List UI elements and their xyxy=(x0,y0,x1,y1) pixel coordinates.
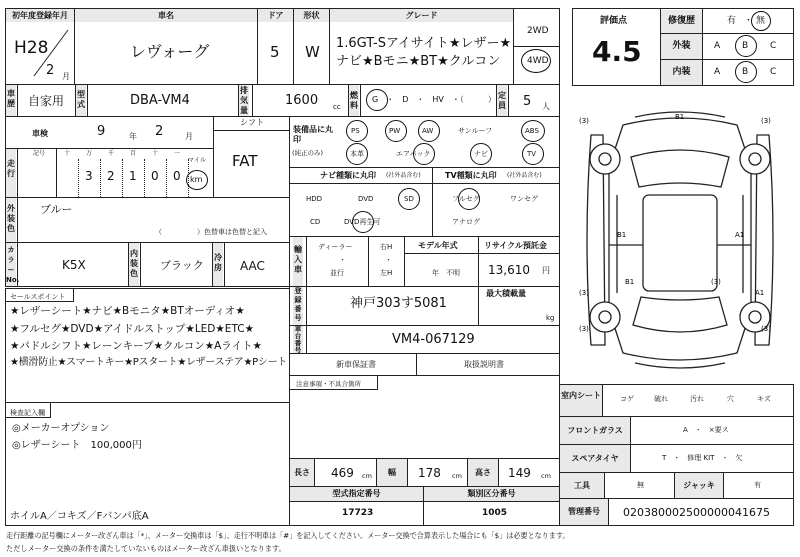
chassis-value: VM4-067129 xyxy=(392,332,475,347)
fuel-label: 燃料 xyxy=(349,85,359,116)
interior-grade-b: B xyxy=(742,67,749,77)
type-value: DBA-VM4 xyxy=(130,93,190,108)
mileage-km: km xyxy=(190,175,203,184)
color-code-line xyxy=(17,243,18,286)
diagram-mark: (3) xyxy=(579,325,589,333)
width-value: 178 xyxy=(418,466,441,480)
import-label: 輸入車 xyxy=(293,237,303,286)
notes-label-line xyxy=(290,389,378,390)
documents-row xyxy=(289,353,560,376)
seat-item-1: コゲ xyxy=(620,395,634,403)
navi-title-line xyxy=(290,183,432,184)
sales-point-1: ★レザーシート★ナビ★Bモニタ★BTオーディオ★ xyxy=(10,305,245,317)
equip-tv: TV xyxy=(527,150,537,158)
footer-line-2: ただしメーター交換の条件を満たしていないものはメーター改ざん車扱いとなります。 xyxy=(6,544,286,553)
model-year-label: モデル年式 xyxy=(418,241,458,250)
grade-line-1: 1.6GT-Sアイサイト★レザー★ xyxy=(336,36,512,51)
tools-label: 工具 xyxy=(560,473,604,498)
glass-value: A ・ ×要ス xyxy=(683,426,729,434)
tv-analog: アナログ xyxy=(452,218,480,226)
first-registration-month-unit: 月 xyxy=(62,72,70,81)
spare-line xyxy=(630,445,631,472)
mgmt-line xyxy=(608,499,609,525)
type-cert-label: 型式指定番号 xyxy=(290,487,423,501)
type-cert-value: 17723 xyxy=(342,508,374,518)
displacement-unit: cc xyxy=(333,103,341,111)
recycle-label: リサイクル預託金 xyxy=(484,241,547,250)
recycle-value: 13,610 xyxy=(488,263,530,277)
import-left-h: 左H xyxy=(380,269,393,277)
spare-value: T ・ 修理 KIT ・ 欠 xyxy=(662,454,743,462)
class-label: 類別区分番号 xyxy=(424,487,559,501)
documents-line xyxy=(416,354,417,375)
row2-line-e xyxy=(252,85,253,116)
import-line-c xyxy=(404,237,405,286)
door-label: ドア xyxy=(258,9,293,22)
mileage-col-line xyxy=(166,159,167,197)
mileage-digit: 3 xyxy=(85,169,93,183)
navi-hdd: HDD xyxy=(306,195,323,203)
inspector-label: 検査記入欄 xyxy=(10,409,45,417)
interior-grade-a: A xyxy=(714,67,721,77)
row2-line-g xyxy=(360,85,361,116)
seat-item-5: キズ xyxy=(757,395,771,403)
equipment-label: 装備品に丸印 xyxy=(293,125,333,144)
seat-item-2: 破れ xyxy=(654,395,668,403)
height-unit: cm xyxy=(541,472,551,480)
load-unit: kg xyxy=(546,314,555,322)
usage-label: 車歴 xyxy=(6,85,16,116)
diagram-mark: (3) xyxy=(761,325,771,333)
mileage-unit-label: 一 xyxy=(174,150,181,157)
grade-label: グレード xyxy=(330,9,513,22)
mileage-digit: 1 xyxy=(129,169,137,183)
navi-dvdplay: DVD再生可 xyxy=(344,218,381,226)
navi-title: ナビ種類に丸印 xyxy=(320,171,376,180)
inspector-line-1: ◎メーカーオプション xyxy=(12,423,110,434)
model-name: レヴォーグ xyxy=(130,42,210,61)
chassis-label: 車台番号 xyxy=(294,325,302,354)
diagram-mark: A1 xyxy=(755,289,765,297)
equip-abs: ABS xyxy=(525,127,539,135)
import-line-d xyxy=(478,237,479,286)
equip-sunroof: サンルーフ xyxy=(458,127,493,135)
inspection-month: 2 xyxy=(155,124,164,139)
mileage-unit-label: 万 xyxy=(86,150,93,157)
width-label: 幅 xyxy=(377,459,407,486)
interior-color-value: ブラック xyxy=(160,259,204,272)
drive-2wd: 2WD xyxy=(527,26,549,36)
sales-points-label-line xyxy=(6,301,74,302)
mileage-digit: 0 xyxy=(151,169,159,183)
length-unit: cm xyxy=(362,472,372,480)
interior-color-line-b xyxy=(140,243,141,286)
equip-pw: PW xyxy=(389,127,401,135)
shape-value: W xyxy=(305,43,320,61)
mileage-col-line xyxy=(78,159,79,197)
mileage-label: 走行 xyxy=(6,149,16,197)
inspector-line-2: ◎レザーシート 100,000円 xyxy=(12,440,142,451)
repair-dot: ・ xyxy=(744,16,754,26)
seat-item-3: 汚れ xyxy=(690,395,704,403)
equipment-sub: (純正のみ) xyxy=(292,149,324,157)
sales-point-4: ★横滑防止★スマートキー★Pスタート★レザーステア★Pシート xyxy=(10,357,287,368)
type-label: 型式 xyxy=(76,85,86,116)
model-year-line xyxy=(405,253,559,254)
chassis-line xyxy=(306,326,307,353)
registration-value: 神戸303す5081 xyxy=(350,296,447,311)
diagram-mark: (3) xyxy=(579,289,589,297)
dim-line-a xyxy=(314,459,315,486)
height-value: 149 xyxy=(508,466,531,480)
shift-label-line xyxy=(213,130,289,131)
mgmt-value: 020380002500000041675 xyxy=(623,506,770,519)
color-code-label: カラーNo. xyxy=(6,243,16,286)
mileage-col-line xyxy=(122,159,123,197)
navi-dvd: DVD xyxy=(358,195,374,203)
car-damage-diagram xyxy=(565,95,795,380)
spare-label: スペアタイヤ xyxy=(560,445,630,472)
length-label: 長さ xyxy=(290,459,314,486)
door-count: 5 xyxy=(270,43,280,61)
ac-label: 冷房 xyxy=(213,243,223,286)
exterior-grade-a: A xyxy=(714,41,721,51)
repair-label: 修復歴 xyxy=(661,10,702,33)
length-value: 469 xyxy=(331,466,354,480)
tv-title-line xyxy=(433,183,559,184)
inspector-bottom: ホイルA／コキズ／Fバンパ底A xyxy=(10,511,149,522)
shift-label: シフト xyxy=(240,118,264,127)
inspection-year-unit: 年 xyxy=(129,132,137,141)
first-registration-year: H28 xyxy=(14,38,49,58)
navi-sd: SD xyxy=(404,195,414,203)
mileage-digit: 0 xyxy=(173,169,181,183)
diagram-mark: (3) xyxy=(579,117,589,125)
sales-points-label-side xyxy=(73,289,74,301)
mileage-col-0 xyxy=(56,149,57,197)
mileage-unit-label: 十 xyxy=(152,150,159,157)
model-year-value: 年 不明 xyxy=(432,269,460,277)
diagram-mark: B1 xyxy=(625,278,635,286)
notes-label: 注意事項・不具合箇所 xyxy=(296,380,361,388)
sales-point-3: ★パドルシフト★レーンキープ★クルコン★Aライト★ xyxy=(10,340,262,352)
cert-mid-line xyxy=(290,501,559,502)
manual: 取扱説明書 xyxy=(464,360,504,369)
height-label: 高さ xyxy=(468,459,498,486)
import-dot-2: ・ xyxy=(385,256,392,264)
capacity-value: 5 xyxy=(523,94,532,109)
interior-color-label: 内装色 xyxy=(129,243,139,286)
color-note: （ ）色替車は色替と記入 xyxy=(155,228,267,236)
seat-item-4: 穴 xyxy=(727,395,734,403)
sales-point-2: ★フルセグ★DVD★アイドルストップ★LED★ETC★ xyxy=(10,323,254,335)
equip-navi: ナビ xyxy=(474,150,488,158)
diagram-mark: (3) xyxy=(761,117,771,125)
shift-value: FAT xyxy=(232,152,258,170)
notes-label-side xyxy=(377,376,378,389)
color-value: ブルー xyxy=(40,203,73,216)
diagram-mark: (3) xyxy=(711,278,721,286)
import-dot: ・ xyxy=(339,256,346,264)
row2-line-a xyxy=(17,85,18,116)
interior-grade-c: C xyxy=(770,67,777,77)
exterior-grade-b: B xyxy=(742,41,749,51)
color-code-value: K5X xyxy=(62,258,86,272)
tv-sub: (社外品含む) xyxy=(507,172,542,179)
displacement-value: 1600 xyxy=(285,93,319,108)
inspector-label-side xyxy=(50,403,51,417)
mileage-mile: マイル xyxy=(188,157,206,164)
import-dealer: ディーラー xyxy=(318,243,353,251)
import-right-h: 右H xyxy=(380,243,393,251)
equip-aw: AW xyxy=(422,127,434,135)
model-label: 車名 xyxy=(75,9,257,22)
tools-line-a xyxy=(604,473,605,498)
load-label: 最大積載量 xyxy=(486,289,526,298)
color-label: 外装色 xyxy=(6,198,16,242)
mgmt-label: 管理番号 xyxy=(560,499,608,525)
usage-value: 自家用 xyxy=(28,94,65,108)
mileage-sign-label: 記号 xyxy=(33,150,46,157)
capacity-unit: 人 xyxy=(542,102,550,111)
score-label: 評価点 xyxy=(600,16,628,26)
tv-title: TV種類に丸印 xyxy=(445,171,497,180)
mileage-unit-label: 百 xyxy=(130,150,137,157)
shape-label: 形状 xyxy=(294,9,329,22)
tools-value: 無 xyxy=(637,481,644,489)
row2-line-c xyxy=(87,85,88,116)
equip-leather: 本革 xyxy=(350,150,364,158)
inspection-year: 9 xyxy=(97,124,106,139)
mileage-col-line xyxy=(100,159,101,197)
jack-label: ジャッキ xyxy=(675,473,723,498)
equip-ps: PS xyxy=(351,127,360,135)
class-value: 1005 xyxy=(482,508,508,518)
first-registration-label: 初年度登録年月 xyxy=(6,9,74,22)
mileage-unit-label: 十 xyxy=(64,150,71,157)
seat-line xyxy=(602,385,603,416)
diagram-mark: A1 xyxy=(735,231,745,239)
import-parallel: 並行 xyxy=(330,269,344,277)
navi-cd: CD xyxy=(310,218,321,226)
row2-line-i xyxy=(508,85,509,116)
grade-line-2: ナビ★Bモニ★BT★クルコン xyxy=(336,54,501,69)
mileage-digit: 2 xyxy=(107,169,115,183)
inspector-label-line xyxy=(6,417,51,418)
recycle-unit: 円 xyxy=(542,266,550,275)
ac-line-b xyxy=(224,243,225,286)
repair-yes: 有 xyxy=(727,16,737,26)
inspection-month-unit: 月 xyxy=(185,132,193,141)
glass-line xyxy=(630,417,631,444)
navi-sub: (社外品含む) xyxy=(386,172,421,179)
interior-label: 内装 xyxy=(661,60,702,85)
mileage-col-line xyxy=(144,159,145,197)
warranty: 新車保証書 xyxy=(336,360,376,369)
mileage-label-line xyxy=(17,149,18,197)
displacement-label: 排気量 xyxy=(240,86,248,115)
jack-value: 有 xyxy=(754,481,761,489)
first-registration-month: 2 xyxy=(46,63,55,78)
diagram-mark: B1 xyxy=(675,113,685,121)
repair-no: 無 xyxy=(756,16,766,26)
tv-oneseg: ワンセグ xyxy=(510,195,538,203)
exterior-grade-c: C xyxy=(770,41,777,51)
registration-line-a xyxy=(306,287,307,325)
score-value: 4.5 xyxy=(592,35,642,68)
drive-divider xyxy=(514,46,559,47)
seat-label: 室内シート xyxy=(560,385,602,416)
equip-airbag: エアバック xyxy=(396,150,431,158)
mileage-top-line xyxy=(6,148,213,149)
footer-line-1: 走行距離の記号欄にメーター改ざん車は「*」、メーター交換車は「$」、走行不明車は「#」を記入してください。メーター交換で合算表示した場合にも「$」は必要となります。 xyxy=(6,531,570,540)
registration-line-b xyxy=(478,287,479,325)
shift-divider xyxy=(213,117,214,197)
tv-fullseg: フルセグ xyxy=(452,195,480,203)
diagram-mark: B1 xyxy=(617,231,627,239)
glass-label: フロントガラス xyxy=(560,417,630,444)
score-col-line xyxy=(702,9,703,85)
dim-line-e xyxy=(498,459,499,486)
capacity-label: 定員 xyxy=(497,85,507,116)
inspector-block xyxy=(5,402,290,526)
color-label-line xyxy=(17,198,18,242)
mileage-unit-label: 千 xyxy=(108,150,115,157)
jack-line xyxy=(723,473,724,498)
registration-label: 登録番号 xyxy=(293,287,303,325)
sales-points-label: セールスポイント xyxy=(10,293,66,301)
drive-4wd: 4WD xyxy=(527,56,549,66)
dim-line-c xyxy=(407,459,408,486)
fuel-options: G ・ D ・ HV ・（ ） xyxy=(372,95,496,104)
import-line-a xyxy=(306,237,307,286)
ac-value: AAC xyxy=(240,259,265,273)
import-line-b xyxy=(368,237,369,286)
width-unit: cm xyxy=(452,472,462,480)
exterior-label: 外装 xyxy=(661,34,702,59)
inspection-label: 車検 xyxy=(32,129,48,138)
